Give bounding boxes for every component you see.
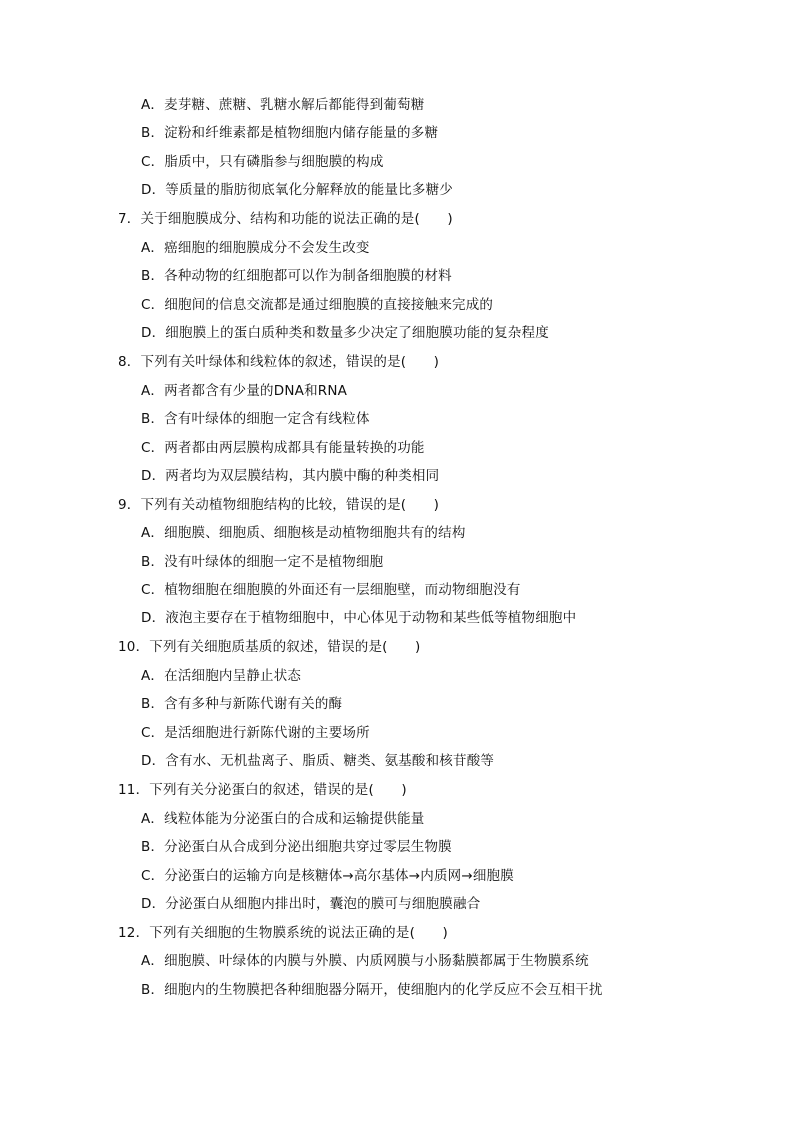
q8-stem: 8．下列有关叶绿体和线粒体的叙述，错误的是( ) [118,354,440,370]
q11-option-c: C．分泌蛋白的运输方向是核糖体→高尔基体→内质网→细胞膜 [141,868,514,884]
q10-option-c: C．是活细胞进行新陈代谢的主要场所 [141,725,370,741]
q6-option-b: B．淀粉和纤维素都是植物细胞内储存能量的多糖 [141,125,439,141]
q7-option-d: D．细胞膜上的蛋白质种类和数量多少决定了细胞膜功能的复杂程度 [141,325,549,341]
q7-stem: 7．关于细胞膜成分、结构和功能的说法正确的是( ) [118,211,453,227]
q10-stem: 10．下列有关细胞质基质的叙述，错误的是( ) [118,639,421,655]
q7-option-a: A．癌细胞的细胞膜成分不会发生改变 [141,240,370,256]
q10-option-d: D．含有水、无机盐离子、脂质、糖类、氨基酸和核苷酸等 [141,753,495,769]
q6-option-a: A．麦芽糖、蔗糖、乳糖水解后都能得到葡萄糖 [141,97,425,113]
q8-option-b: B．含有叶绿体的细胞一定含有线粒体 [141,411,370,427]
q11-stem: 11．下列有关分泌蛋白的叙述，错误的是( ) [118,782,407,798]
q12-option-b: B．细胞内的生物膜把各种细胞器分隔开，使细胞内的化学反应不会互相干扰 [141,982,603,998]
q7-option-c: C．细胞间的信息交流都是通过细胞膜的直接接触来完成的 [141,297,494,313]
q6-option-d: D．等质量的脂肪彻底氧化分解释放的能量比多糖少 [141,182,453,198]
q6-option-c: C．脂质中，只有磷脂参与细胞膜的构成 [141,154,384,170]
q11-option-b: B．分泌蛋白从合成到分泌出细胞共穿过零层生物膜 [141,839,452,855]
q9-option-b: B．没有叶绿体的细胞一定不是植物细胞 [141,554,384,570]
q12-option-a: A．细胞膜、叶绿体的内膜与外膜、内质网膜与小肠黏膜都属于生物膜系统 [141,953,589,969]
q10-option-a: A．在活细胞内呈静止状态 [141,668,302,684]
q11-option-a: A．线粒体能为分泌蛋白的合成和运输提供能量 [141,811,425,827]
q12-stem: 12．下列有关细胞的生物膜系统的说法正确的是( ) [118,925,448,941]
q9-option-d: D．液泡主要存在于植物细胞中，中心体见于动物和某些低等植物细胞中 [141,610,577,626]
q8-option-c: C．两者都由两层膜构成都具有能量转换的功能 [141,440,425,456]
q9-option-c: C．植物细胞在细胞膜的外面还有一层细胞壁，而动物细胞没有 [141,582,521,598]
q8-option-d: D．两者均为双层膜结构，其内膜中酶的种类相同 [141,468,440,484]
q7-option-b: B．各种动物的红细胞都可以作为制备细胞膜的材料 [141,268,452,284]
q9-stem: 9．下列有关动植物细胞结构的比较，错误的是( ) [118,497,440,513]
q9-option-a: A．细胞膜、细胞质、细胞核是动植物细胞共有的结构 [141,525,466,541]
q8-option-a: A．两者都含有少量的DNA和RNA [141,383,348,399]
q11-option-d: D．分泌蛋白从细胞内排出时，囊泡的膜可与细胞膜融合 [141,896,481,912]
q10-option-b: B．含有多种与新陈代谢有关的酶 [141,696,343,712]
